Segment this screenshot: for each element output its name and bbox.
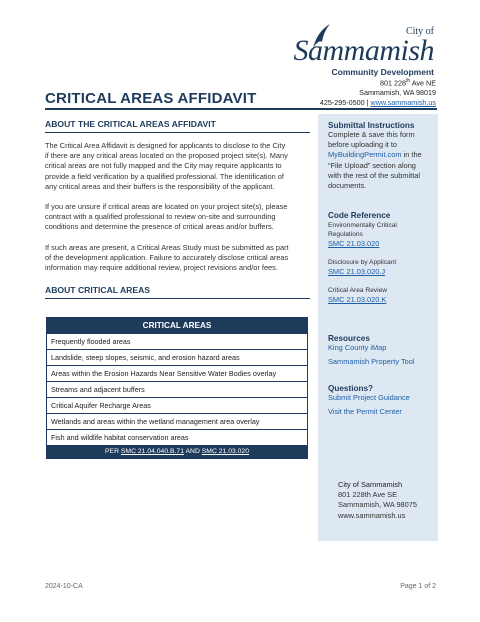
permit-center-link[interactable]: Visit the Permit Center [328,407,402,417]
submit-guidance-link[interactable]: Submit Project Guidance [328,393,410,402]
table-footer: PER SMC 21.04.040.B.71 AND SMC 21.03.020 [47,445,307,458]
mybuildingpermit-link[interactable]: MyBuildingPermit.com [328,150,402,160]
table-row: Fish and wildlife habitat conservation areas [47,429,307,445]
code-reference-heading: Code Reference [328,211,391,220]
sidebar [318,114,438,541]
contact-city: Sammamish, WA 98075 [338,500,418,510]
code-reference-section: Code Reference Environmentally Critical Regulations SMC 21.03.020 Disclosure by Applicant SMC 21.03.020.J Critical Area Review SMC 21.03.020.K [328,211,432,306]
table-row: Landslide, steep slopes, seismic, and erosion hazard areas [47,349,307,365]
property-tool-link[interactable]: Sammamish Property Tool [328,357,415,367]
section-heading-affidavit: ABOUT THE CRITICAL AREAS AFFIDAVIT [45,119,310,133]
table-row: Areas within the Erosion Hazards Near Sensitive Water Bodies overlay [47,365,307,381]
paragraph-affidavit: The Critical Area Affidavit is designed for applicants to disclose to the City if there are any critical areas located on the proposed project site(s). Many critical areas are not fully mapped and the City may require applicants to provide a field verification by a qualified professional. The identification of any critical areas and their buffers is the responsibility of the applicant. [45,141,288,191]
title-divider [45,108,437,110]
smc-link-b71[interactable]: SMC 21.04.040.B.71 [120,448,184,455]
phone-number: 425-295-0500 | [319,98,371,108]
header-address [320,76,436,108]
submittal-heading: Submittal Instructions [328,121,415,130]
section-heading-critical-areas: ABOUT CRITICAL AREAS [45,285,310,299]
code-link-21-03-020-k[interactable]: SMC 21.03.020.K [328,295,387,305]
contact-block [338,480,432,521]
table-row: Critical Aquifer Recharge Areas [47,397,307,413]
address-street: 801 228th Ave NE [380,78,436,88]
website-link[interactable]: www.sammamish.us [370,98,436,108]
city-logo [293,22,436,80]
table-row: Wetlands and areas within the wetland management area overlay [47,413,307,429]
king-county-imap-link[interactable]: King County iMap [328,343,387,352]
logo-department: Community Development [331,67,434,77]
submittal-section: Submittal Instructions Complete & save this form before uploading it to MyBuildingPermit.com in the “File Upload” section along with the rest of the submittal documents. [328,121,432,191]
code-link-21-03-020[interactable]: SMC 21.03.020 [328,239,380,248]
questions-section [328,384,432,417]
table-row: Streams and adjacent buffers [47,381,307,397]
resources-section [328,334,432,367]
page-number: Page 1 of 2 [400,583,436,590]
critical-areas-table [46,317,308,459]
resources-heading: Resources [328,334,370,343]
questions-heading: Questions? [328,384,374,393]
code-link-21-03-020-j[interactable]: SMC 21.03.020.J [328,267,386,277]
address-contact [320,98,436,108]
table-header: CRITICAL AREAS [47,318,307,333]
paragraph-unsure: If you are unsure if critical areas are located on your project site(s), please contract with a qualified professional to review on-site and surrounding conditions and determine the presence of critical areas and/or buffers. [45,202,288,232]
page-title: CRITICAL AREAS AFFIDAVIT [45,90,257,107]
logo-name: Sammamish [293,34,434,67]
paragraph-study: If such areas are present, a Critical Areas Study must be submitted as part of the development application. Failure to accurately disclose critical areas information may require additional review, project revisions and/or fees. [45,242,289,273]
contact-web: www.sammamish.us [338,510,406,520]
table-row: Frequently flooded areas [47,333,307,349]
contact-name: City of Sammamish [338,480,403,489]
main-content [45,114,310,307]
form-code: 2024-10-CA [45,583,83,590]
logo-city-of: City of [405,26,434,37]
address-city: Sammamish, WA 98019 [359,88,436,98]
smc-link-03020[interactable]: SMC 21.03.020 [201,448,249,455]
contact-street: 801 228th Ave SE [338,490,398,500]
